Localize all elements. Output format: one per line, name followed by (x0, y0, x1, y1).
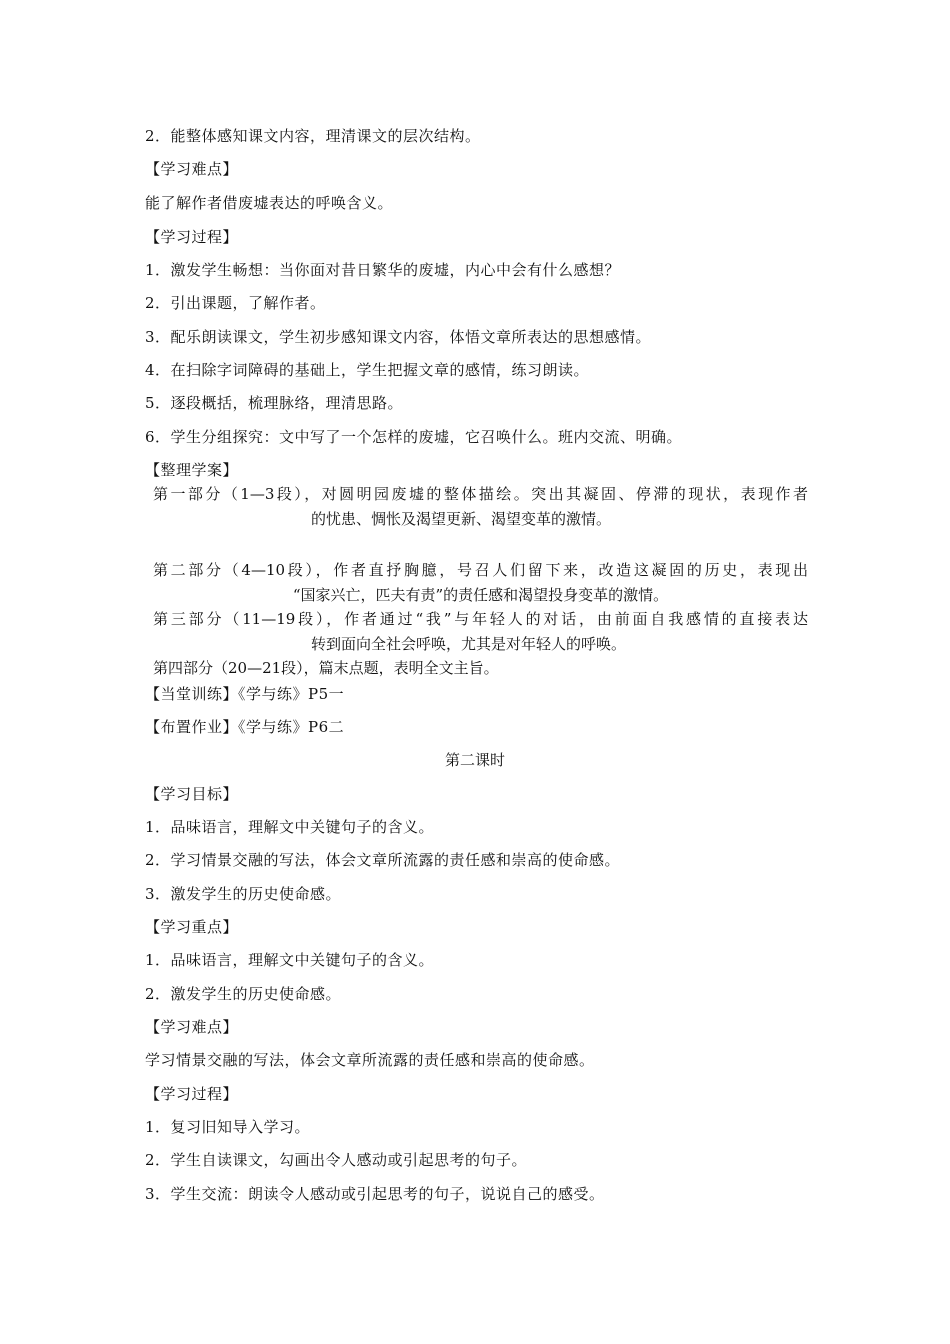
process-item: 6．学生分组探究：文中写了一个怎样的废墟，它召唤什么。班内交流、明确。 (145, 428, 683, 446)
difficulty-text: 学习情景交融的写法，体会文章所流露的责任感和崇高的使命感。 (145, 1051, 595, 1069)
process-item: 4．在扫除字词障碍的基础上，学生把握文章的感情，练习朗读。 (145, 361, 590, 379)
process-item: 1．激发学生畅想：当你面对昔日繁华的废墟，内心中会有什么感想？ (145, 261, 621, 279)
summary-part-line: 转到面向全社会呼唤，尤其是对年轻人的呼唤。 (311, 635, 627, 653)
summary-part-line: 的忧患、惆怅及渴望更新、渴望变革的激情。 (311, 510, 612, 528)
summary-part-line: 第一部分（1—3段），对圆明园废墟的整体描绘。突出其凝固、停滞的现状，表现作者 (153, 485, 808, 503)
summary-part-line: “国家兴亡，匹夫有责”的责任感和渴望投身变革的激情。 (292, 586, 669, 604)
process-item: 3．学生交流：朗读令人感动或引起思考的句子，说说自己的感受。 (145, 1185, 605, 1203)
section-heading-key: 【学习重点】 (145, 918, 239, 936)
goal-item: 3．激发学生的历史使命感。 (145, 885, 342, 903)
section-heading-difficulty: 【学习难点】 (145, 160, 239, 178)
process-item: 2．学生自读课文，勾画出令人感动或引起思考的句子。 (145, 1151, 528, 1169)
section-heading-goals: 【学习目标】 (145, 785, 239, 803)
goal-item: 1．品味语言，理解文中关键句子的含义。 (145, 818, 435, 836)
process-item: 3．配乐朗读课文，学生初步感知课文内容，体悟文章所表达的思想感情。 (145, 328, 652, 346)
homework-line: 【布置作业】《学与练》P6二 (145, 718, 345, 736)
process-item: 5．逐段概括，梳理脉络，理清思路。 (145, 394, 404, 412)
lesson-title: 第二课时 (444, 751, 505, 769)
section-heading-process: 【学习过程】 (145, 1085, 239, 1103)
section-heading-summary: 【整理学案】 (145, 461, 239, 479)
goal-item-2: 2．能整体感知课文内容，理清课文的层次结构。 (145, 127, 481, 145)
difficulty-text: 能了解作者借废墟表达的呼唤含义。 (145, 194, 394, 212)
summary-part-1 (153, 482, 808, 532)
summary-part-3 (153, 607, 808, 657)
summary-part-2 (153, 558, 808, 608)
section-heading-difficulty: 【学习难点】 (145, 1018, 239, 1036)
summary-part-4 (153, 656, 808, 681)
key-item: 1．品味语言，理解文中关键句子的含义。 (145, 951, 435, 969)
key-item: 2．激发学生的历史使命感。 (145, 985, 342, 1003)
process-item: 1．复习旧知导入学习。 (145, 1118, 311, 1136)
summary-part-line: 第二部分（4—10段），作者直抒胸臆，号召人们留下来，改造这凝固的历史，表现出 (153, 561, 808, 579)
goal-item: 2．学习情景交融的写法，体会文章所流露的责任感和崇高的使命感。 (145, 851, 621, 869)
summary-part-line: 第三部分（11—19段），作者通过“我”与年轻人的对话，由前面自我感情的直接表达 (153, 610, 808, 628)
summary-part-line: 第四部分（20—21段），篇末点题，表明全文主旨。 (153, 659, 499, 677)
process-item: 2．引出课题，了解作者。 (145, 294, 326, 312)
section-heading-process: 【学习过程】 (145, 228, 239, 246)
practice-line: 【当堂训练】《学与练》P5一 (145, 685, 345, 703)
